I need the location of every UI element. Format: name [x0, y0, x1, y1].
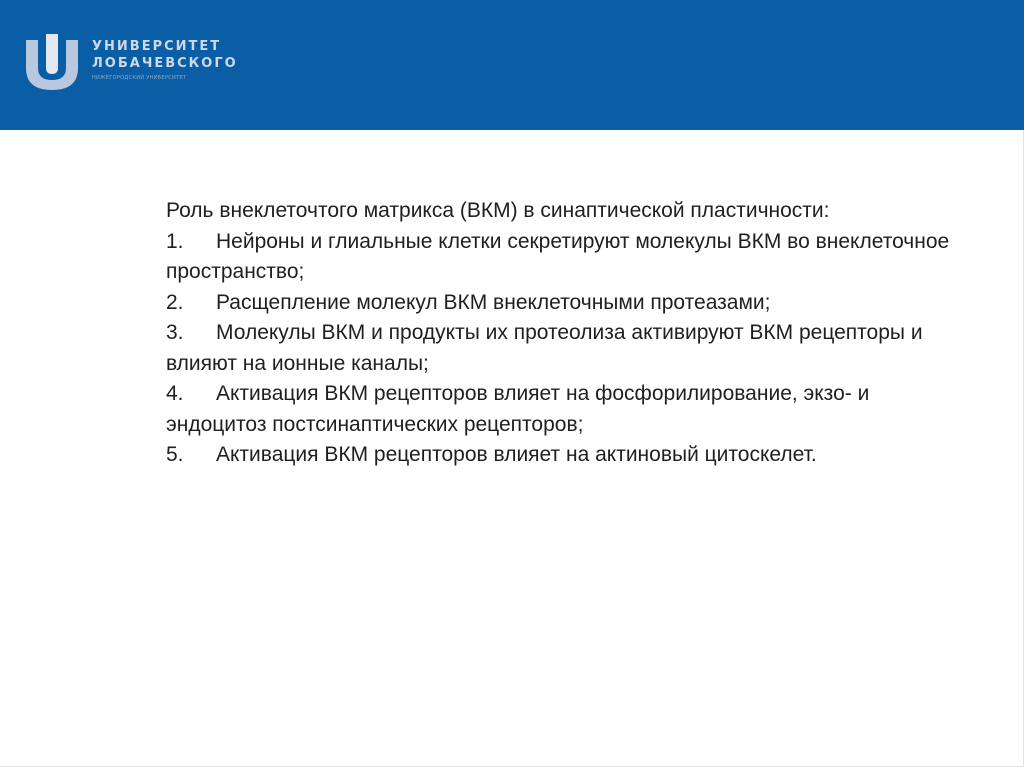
list-item — [166, 440, 966, 471]
list-item-number: 1. — [166, 229, 184, 253]
list-item-text: Нейроны и глиальные клетки секретируют молекулы ВКМ во внеклеточное пространство; — [166, 229, 950, 283]
list-item-text: Молекулы ВКМ и продукты их протеолиза активируют ВКМ рецепторы и влияют на ионные каналы; — [166, 321, 923, 375]
list-item-text: Расщепление молекул ВКМ внеклеточными протеазами; — [216, 290, 771, 314]
university-logo-icon — [22, 34, 82, 92]
logo-line-2: ЛОБАЧЕВСКОГО — [92, 56, 238, 71]
slide-content — [166, 196, 966, 471]
list-item-number: 4. — [166, 382, 184, 405]
list-item-number: 2. — [166, 290, 184, 314]
list-item — [166, 379, 966, 440]
list-item-text: Активация ВКМ рецепторов влияет на актиновый цитоскелет. — [216, 443, 817, 466]
list-item-number: 5. — [166, 443, 184, 466]
list-item-text: Активация ВКМ рецепторов влияет на фосфорилирование, экзо- и эндоцитоз постсинаптических рецепторов; — [166, 382, 870, 436]
university-name — [92, 38, 238, 82]
list-item-number: 3. — [166, 321, 184, 344]
logo-subtitle: НИЖЕГОРОДСКИЙ УНИВЕРСИТЕТ — [92, 75, 187, 81]
logo-line-1: УНИВЕРСИТЕТ — [92, 39, 222, 54]
list-item — [166, 288, 966, 319]
header-bar — [0, 0, 1024, 130]
slide-intro: Роль внеклеточтого матрикса (ВКМ) в синаптической пластичности: — [166, 199, 830, 222]
list-item — [166, 318, 966, 379]
list-item — [166, 227, 966, 288]
